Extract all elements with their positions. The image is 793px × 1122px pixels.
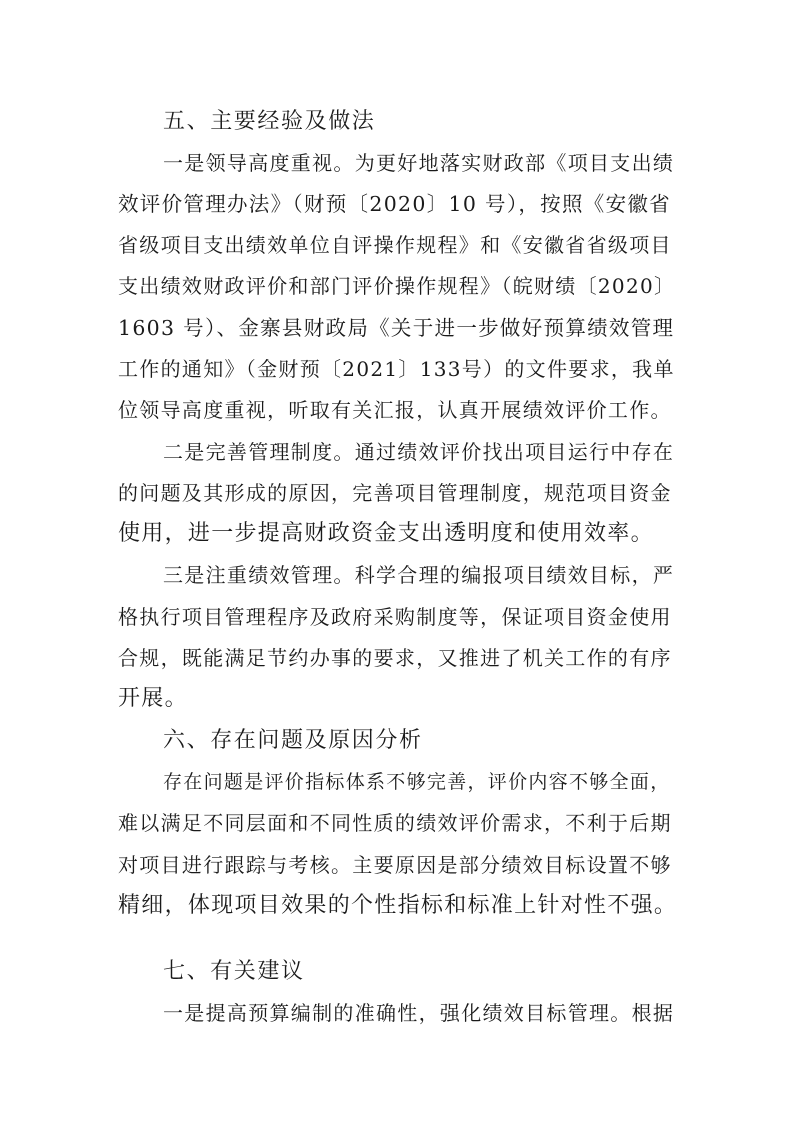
paragraph-line: 一是领导高度重视。为更好地落实财政部《项目支出绩	[163, 151, 675, 175]
paragraph-line: 三是注重绩效管理。科学合理的编报项目绩效目标，严	[163, 563, 675, 587]
paragraph-line: 存在问题是评价指标体系不够完善，评价内容不够全面，	[163, 771, 671, 793]
paragraph-line: 工作的通知》（金财预〔2021〕133号）的文件要求，我单	[118, 357, 675, 381]
section-heading-6: 六、存在问题及原因分析	[163, 728, 423, 753]
paragraph-line: 的问题及其形成的原因，完善项目管理制度，规范项目资金	[118, 481, 672, 505]
paragraph-line: 1603 号）、金寨县财政局《关于进一步做好预算绩效管理	[118, 316, 675, 340]
paragraph-line: 对项目进行跟踪与考核。主要原因是部分绩效目标设置不够	[118, 853, 672, 877]
paragraph-line: 精细，体现项目效果的个性指标和标准上针对性不强。	[118, 893, 678, 918]
section-heading-5: 五、主要经验及做法	[163, 109, 376, 134]
section-heading-7: 七、有关建议	[163, 959, 305, 984]
paragraph-line: 省级项目支出绩效单位自评操作规程》和《安徽省省级项目	[118, 233, 672, 257]
paragraph-line: 使用，进一步提高财政资金支出透明度和使用效率。	[118, 521, 654, 546]
paragraph-line: 二是完善管理制度。通过绩效评价找出项目运行中存在	[163, 440, 675, 464]
paragraph-line: 位领导高度重视，听取有关汇报，认真开展绩效评价工作。	[118, 398, 672, 422]
paragraph-line: 一是提高预算编制的准确性，强化绩效目标管理。根据	[163, 1001, 675, 1025]
paragraph-line: 格执行项目管理程序及政府采购制度等，保证项目资金使用	[118, 605, 672, 629]
paragraph-line: 效评价管理办法》（财预〔2020〕10 号），按照《安徽省	[118, 192, 671, 216]
paragraph-line: 难以满足不同层面和不同性质的绩效评价需求，不利于后期	[118, 811, 672, 835]
paragraph-line: 合规，既能满足节约办事的要求，又推进了机关工作的有序	[118, 646, 672, 670]
paragraph-line: 开展。	[118, 686, 188, 711]
paragraph-line: 支出绩效财政评价和部门评价操作规程》（皖财绩〔2020〕	[118, 274, 676, 298]
